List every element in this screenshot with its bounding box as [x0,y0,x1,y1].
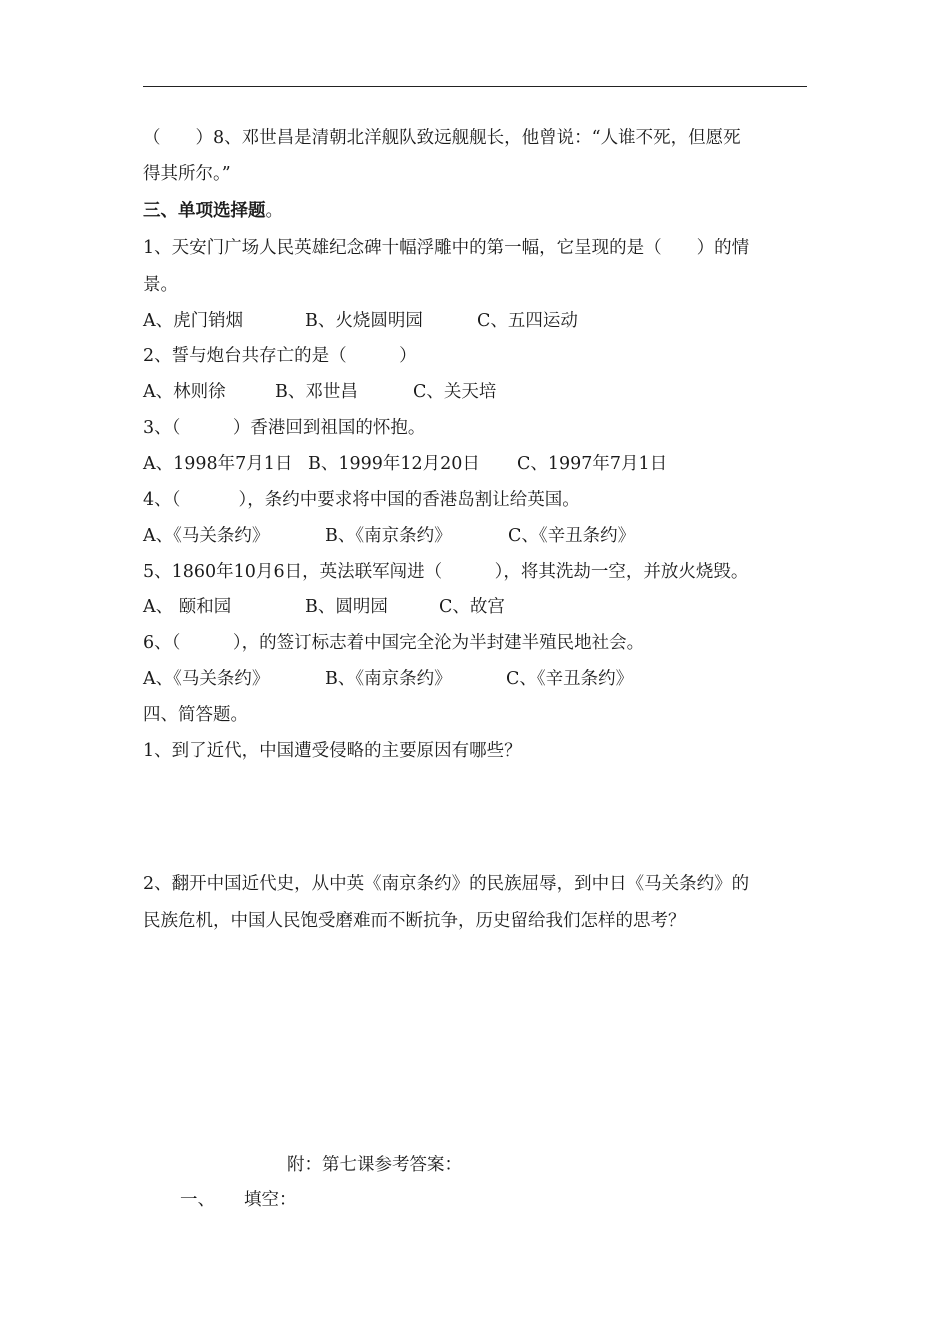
appendix-item1-number: 一、 [180,1190,215,1210]
s3-q5: 5、1860年10月6日，英法联军闯进（ ），将其洗劫一空，并放火烧毁。 [143,562,749,582]
s3-q2-options [143,381,807,403]
s4-q1: 1、到了近代，中国遭受侵略的主要原因有哪些？ [143,741,522,761]
s4-q2-line1: 2、翻开中国近代史，从中英《南京条约》的民族屈辱，到中日《马关条约》的 [143,874,750,894]
appendix-item1 [180,1189,580,1211]
s3-q3-options [143,453,807,475]
s3-q4-option-a: A、《马关条约》 [143,526,270,546]
s3-q2-option-b: B、邓世昌 [275,382,358,402]
s3-q4-option-c: C、《辛丑条约》 [508,526,636,546]
header-rule [143,86,807,87]
s3-q4-option-b: B、《南京条约》 [325,526,452,546]
s3-q5-options [143,596,807,618]
s3-q6-option-b: B、《南京条约》 [325,669,452,689]
section3-heading-text: 三、单项选择题 [143,201,266,221]
s3-q2-option-a: A、林则徐 [143,382,226,402]
s3-q1-line1: 1、天安门广场人民英雄纪念碑十幅浮雕中的第一幅，它呈现的是（ ）的情 [143,238,750,258]
s3-q3-option-a: A、1998年7月1日 [143,454,293,474]
s3-q2-option-c: C、关天培 [413,382,497,402]
s3-q3-option-b: B、1999年12月20日 [308,454,480,474]
s3-q6: 6、（ ），的签订标志着中国完全沦为半封建半殖民地社会。 [143,633,645,653]
s3-q2: 2、誓与炮台共存亡的是（ ） [143,346,417,366]
s3-q4: 4、（ ），条约中要求将中国的香港岛割让给英国。 [143,490,580,510]
appendix-title: 附：第七课参考答案： [287,1155,462,1175]
s3-q5-option-b: B、圆明园 [305,597,388,617]
s3-q6-option-c: C、《辛丑条约》 [506,669,634,689]
section4-heading: 四、简答题。 [143,705,248,725]
appendix-item1-label: 填空： [244,1190,297,1210]
section3-heading-tail: 。 [265,201,283,221]
s3-q4-options [143,525,807,547]
s3-q1-option-c: C、五四运动 [477,311,578,331]
s4-q2-line2: 民族危机，中国人民饱受磨难而不断抗争，历史留给我们怎样的思考？ [143,911,686,931]
s3-q6-option-a: A、《马关条约》 [143,669,270,689]
judge-q8-line1: （ ）8、邓世昌是清朝北洋舰队致远舰舰长，他曾说：“人谁不死，但愿死 [143,128,741,148]
s3-q1-line2: 景。 [143,275,178,295]
s3-q6-options [143,668,807,690]
section3-heading [143,200,807,222]
s3-q5-option-c: C、故宫 [439,597,505,617]
s3-q1-option-b: B、火烧圆明园 [305,311,423,331]
s3-q1-options [143,310,807,332]
judge-q8-line2: 得其所尔。” [143,164,231,184]
s3-q1-option-a: A、虎门销烟 [143,311,244,331]
s3-q3: 3、（ ）香港回到祖国的怀抱。 [143,418,426,438]
s3-q5-option-a: A、 颐和园 [143,597,232,617]
s3-q3-option-c: C、1997年7月1日 [517,454,668,474]
